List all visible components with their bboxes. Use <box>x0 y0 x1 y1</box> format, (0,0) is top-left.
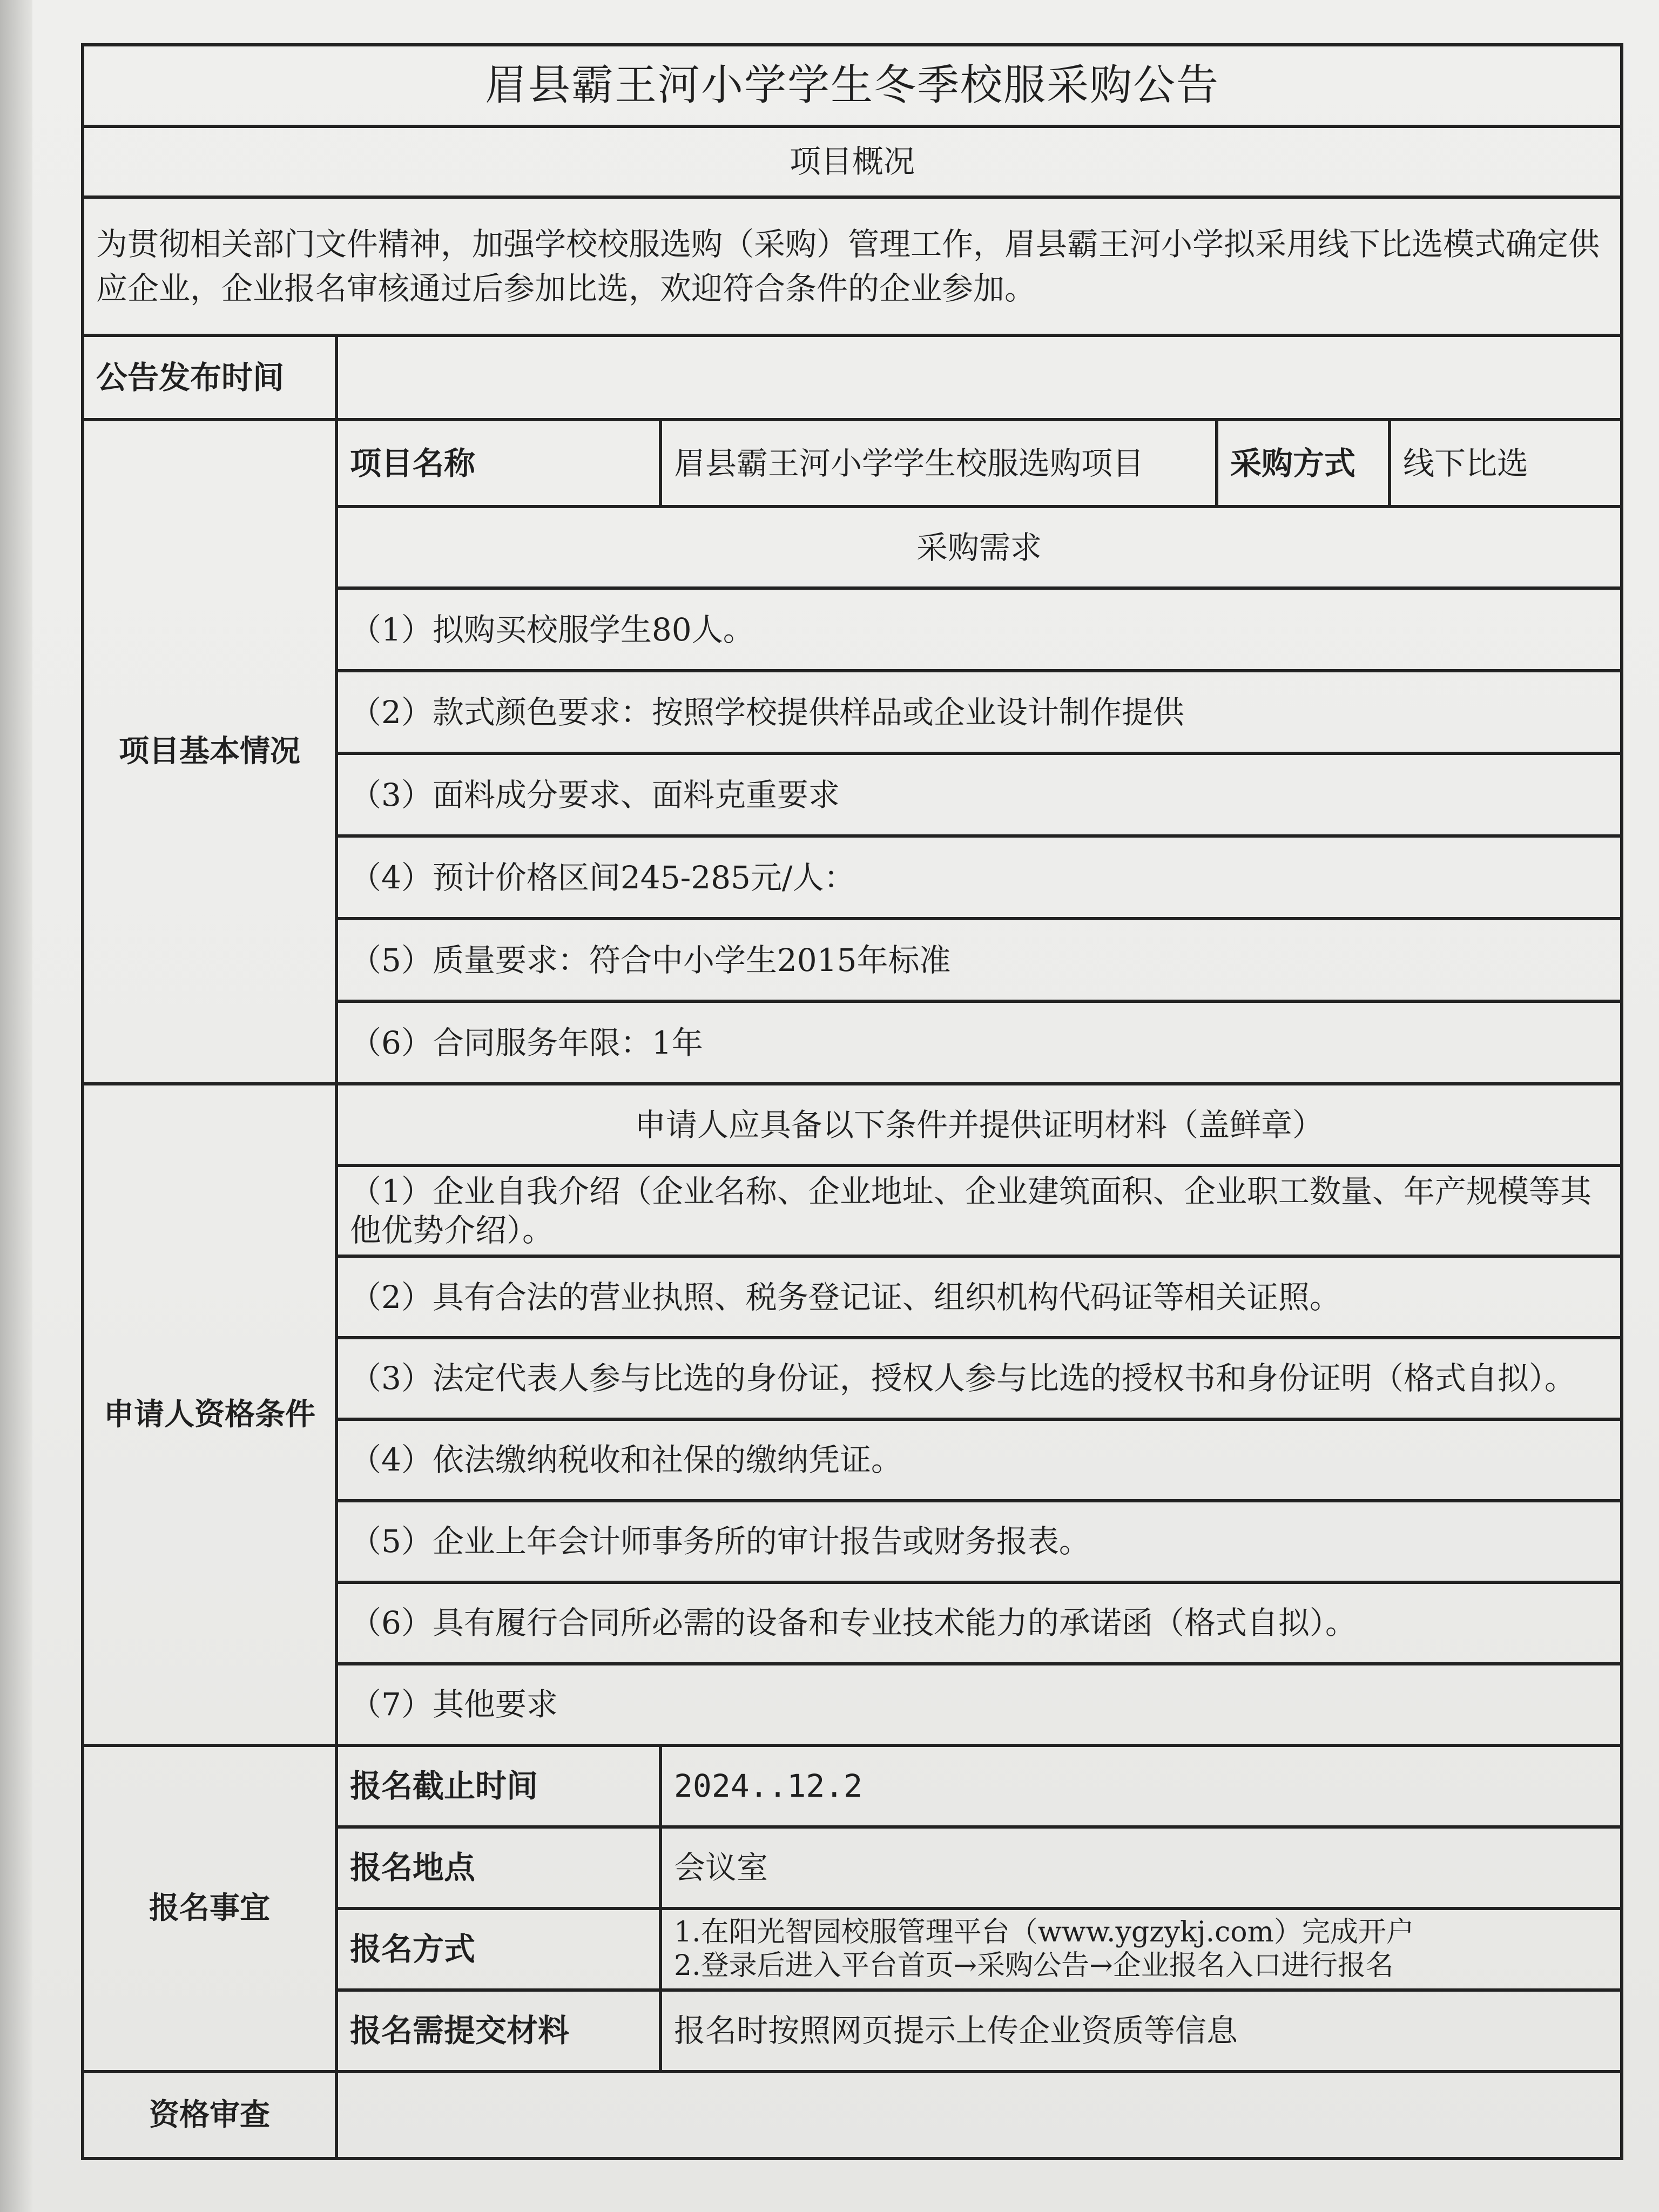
overview-header: 项目概况 <box>83 126 1622 197</box>
registration-method-line: 2.登录后进入平台首页→采购公告→企业报名入口进行报名 <box>674 1950 1394 1982</box>
project-name-label: 项目名称 <box>336 420 660 507</box>
qualification-item: （7）其他要求 <box>336 1664 1622 1745</box>
publish-time-value <box>336 335 1622 420</box>
place-value: 会议室 <box>660 1827 1622 1908</box>
materials-label: 报名需提交材料 <box>336 1990 660 2072</box>
publish-time-label: 公告发布时间 <box>83 335 336 420</box>
announcement-form <box>81 43 1623 2160</box>
purchase-method-label: 采购方式 <box>1217 420 1390 507</box>
intro-text: 为贯彻相关部门文件精神，加强学校校服选购（采购）管理工作，眉县霸王河小学拟采用线下比选模式确定供应企业，企业报名审核通过后参加比选，欢迎符合条件的企业参加。 <box>83 197 1622 336</box>
registration-method-line: 1.在阳光智园校服管理平台（www.ygzykj.com）完成开户 <box>674 1916 1414 1948</box>
qualification-item: （1）企业自我介绍（企业名称、企业地址、企业建筑面积、企业职工数量、年产规模等其他优势介绍）。 <box>336 1165 1622 1256</box>
qualification-item: （4）依法缴纳税收和社保的缴纳凭证。 <box>336 1419 1622 1501</box>
project-basic-label: 项目基本情况 <box>83 420 336 1084</box>
qualification-item: （2）具有合法的营业执照、税务登记证、组织机构代码证等相关证照。 <box>336 1256 1622 1338</box>
qualification-header: 申请人应具备以下条件并提供证明材料（盖鲜章） <box>336 1084 1622 1165</box>
qualification-item: （5）企业上年会计师事务所的审计报告或财务报表。 <box>336 1501 1622 1582</box>
qualification-item: （6）具有履行合同所必需的设备和专业技术能力的承诺函（格式自拟）。 <box>336 1582 1622 1664</box>
review-value <box>336 2072 1622 2159</box>
registration-method-value <box>660 1908 1622 1990</box>
deadline-value: 2024..12.2 <box>660 1745 1622 1827</box>
qualification-label: 申请人资格条件 <box>83 1084 336 1745</box>
demand-item: （3）面料成分要求、面料克重要求 <box>336 753 1622 836</box>
materials-value: 报名时按照网页提示上传企业资质等信息 <box>660 1990 1622 2072</box>
page-edge-shadow <box>0 0 32 2212</box>
project-name-value: 眉县霸王河小学学生校服选购项目 <box>660 420 1217 507</box>
place-label: 报名地点 <box>336 1827 660 1908</box>
demand-item: （2）款式颜色要求：按照学校提供样品或企业设计制作提供 <box>336 671 1622 753</box>
demand-item: （5）质量要求：符合中小学生2015年标准 <box>336 919 1622 1001</box>
review-label: 资格审查 <box>83 2072 336 2159</box>
demand-item: （1）拟购买校服学生80人。 <box>336 588 1622 671</box>
document-title: 眉县霸王河小学学生冬季校服采购公告 <box>83 45 1622 126</box>
demand-item: （4）预计价格区间245-285元/人： <box>336 836 1622 919</box>
registration-label: 报名事宜 <box>83 1745 336 2072</box>
qualification-item: （3）法定代表人参与比选的身份证，授权人参与比选的授权书和身份证明（格式自拟）。 <box>336 1338 1622 1419</box>
deadline-label: 报名截止时间 <box>336 1745 660 1827</box>
registration-method-label: 报名方式 <box>336 1908 660 1990</box>
demand-header: 采购需求 <box>336 507 1622 588</box>
purchase-method-value: 线下比选 <box>1390 420 1622 507</box>
demand-item: （6）合同服务年限：1年 <box>336 1001 1622 1084</box>
